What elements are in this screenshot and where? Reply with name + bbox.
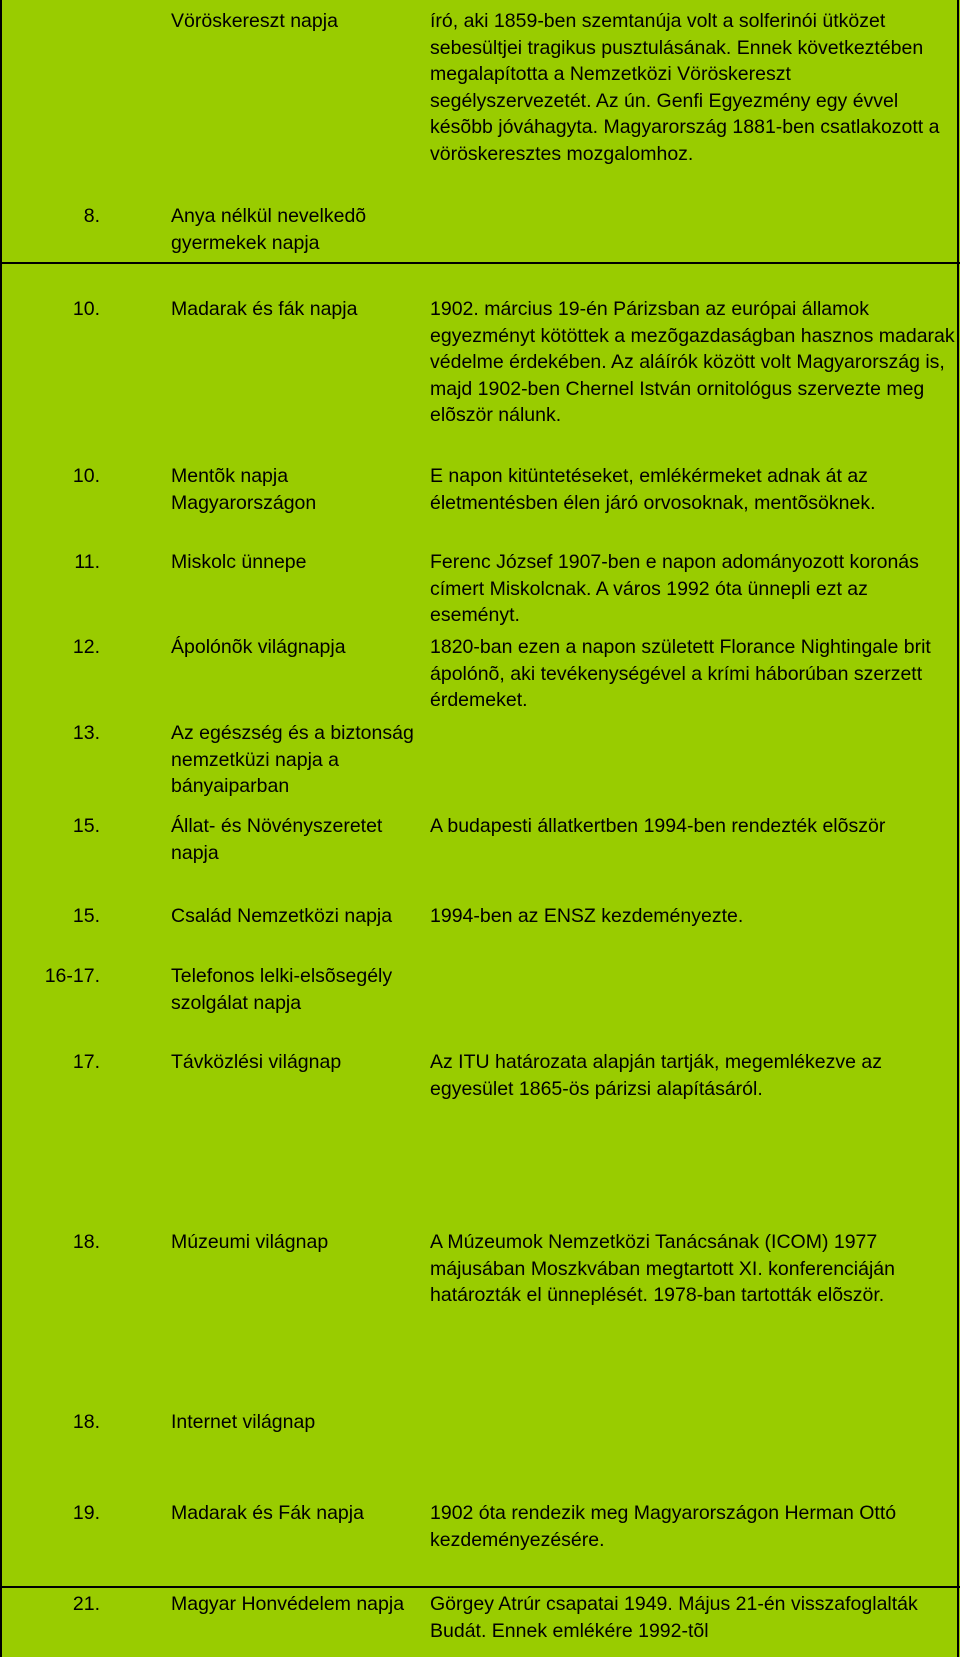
table-border-right <box>957 0 959 1657</box>
observance-name: Telefonos lelki-elsõsegély szolgálat napja <box>171 965 393 1014</box>
observance-name: Madarak és Fák napja <box>171 1502 364 1524</box>
day-cell: 12. <box>72 636 100 658</box>
day-cell: 19. <box>72 1502 100 1524</box>
observance-description: 1820-ban ezen a napon született Florance Nightingale brit ápolónõ, aki tevékenységével a krími háborúban szerzett érdemeket. <box>430 636 931 711</box>
observance-name: Mentõk napja Magyarországon <box>171 465 317 514</box>
observance-name: Család Nemzetközi napja <box>171 905 393 927</box>
day-cell: 11. <box>74 551 100 573</box>
table-border-left <box>0 0 2 1657</box>
day-cell: 17. <box>72 1051 100 1073</box>
row-divider <box>0 262 960 264</box>
observance-description: 1994-ben az ENSZ kezdeményezte. <box>430 905 744 927</box>
observance-name: Anya nélkül nevelkedõ gyermekek napja <box>171 205 367 254</box>
day-cell: 15. <box>72 905 100 927</box>
day-cell: 8. <box>83 205 100 227</box>
observance-name: Távközlési világnap <box>171 1051 342 1073</box>
observance-description: A Múzeumok Nemzetközi Tanácsának (ICOM) 1977 májusában Moszkvában megtartott XI. konferenciáján határozták el ünneplését. 1978-ban tartották elõször. <box>430 1231 896 1306</box>
observance-name: Ápolónõk világnapja <box>171 636 346 658</box>
observance-name: Internet világnap <box>171 1411 316 1433</box>
day-cell: 16-17. <box>44 965 100 987</box>
observance-name: Állat- és Növényszeretet napja <box>171 815 383 864</box>
observance-description: A budapesti állatkertben 1994-ben rendezték elõször <box>430 815 886 837</box>
observance-description: Görgey Atrúr csapatai 1949. Május 21-én visszafoglalták Budát. Ennek emlékére 1992-tõl <box>430 1593 918 1642</box>
day-cell: 10. <box>72 298 100 320</box>
day-cell: 18. <box>72 1231 100 1253</box>
day-cell: 18. <box>72 1411 100 1433</box>
observance-description: Ferenc József 1907-ben e napon adományozott koronás címert Miskolcnak. A város 1992 óta ünnepli ezt az eseményt. <box>430 551 919 626</box>
observance-description: E napon kitüntetéseket, emlékérmeket adnak át az életmentésben élen járó orvosoknak, mentõsöknek. <box>430 465 876 514</box>
observance-description: 1902. március 19-én Párizsban az európai államok egyezményt kötöttek a mezõgazdaságban hasznos madarak védelme érdekében. Az aláírók között volt Magyarország is, majd 1902-ben Chernel István ornitológus szervezte meg elõször nálunk. <box>430 298 955 426</box>
observance-name: Magyar Honvédelem napja <box>171 1593 405 1615</box>
observance-description: író, aki 1859-ben szemtanúja volt a solferinói ütközet sebesültjei tragikus pusztulásának. Ennek következtében megalapította a Nemzetközi Vöröskereszt segélyszervezetét. Az ún. Genfi Egyezmény egy évvel késõbb jóváhagyta. Magyarország 1881-ben csatlakozott a vöröskeresztes mozgalomhoz. <box>430 10 940 165</box>
row-divider <box>0 1586 960 1588</box>
observance-description: Az ITU határozata alapján tartják, megemlékezve az egyesület 1865-ös párizsi alapításáról. <box>430 1051 882 1100</box>
day-cell: 13. <box>72 722 100 744</box>
observance-name: Vöröskereszt napja <box>171 10 338 32</box>
observance-name: Az egészség és a biztonság nemzetküzi napja a bányaiparban <box>171 722 414 797</box>
observance-name: Múzeumi világnap <box>171 1231 329 1253</box>
observance-name: Madarak és fák napja <box>171 298 358 320</box>
observance-description: 1902 óta rendezik meg Magyarországon Herman Ottó kezdeményezésére. <box>430 1502 897 1551</box>
day-cell: 15. <box>72 815 100 837</box>
day-cell: 21. <box>72 1593 100 1615</box>
day-cell: 10. <box>72 465 100 487</box>
observance-name: Miskolc ünnepe <box>171 551 307 573</box>
